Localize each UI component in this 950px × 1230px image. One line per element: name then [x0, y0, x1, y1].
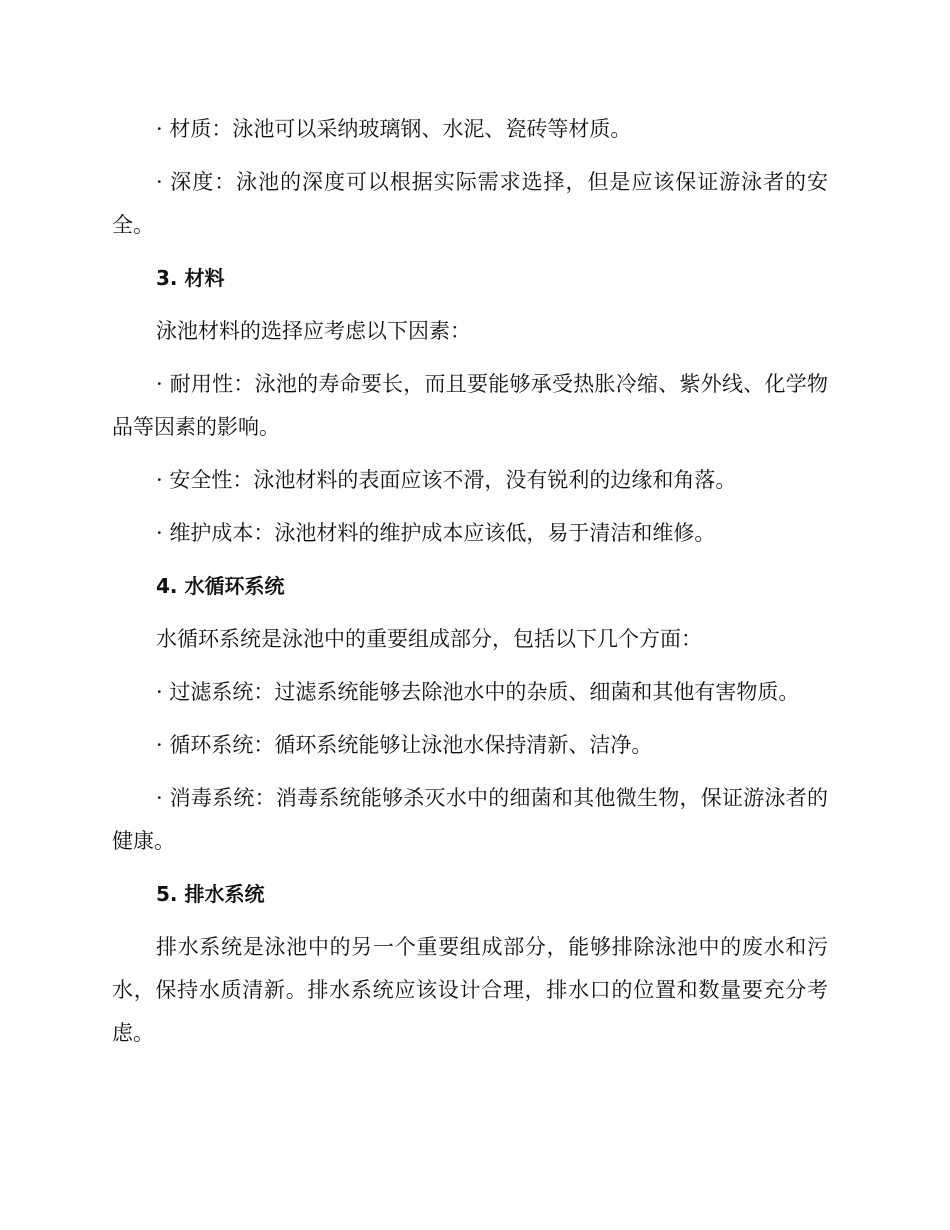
- bullet-material: · 材质：泳池可以采纳玻璃钢、水泥、瓷砖等材质。: [156, 117, 632, 141]
- bullet-durability: · 耐用性：泳池的寿命要长，而且要能够承受热胀冷缩、紫外线、化学物品等因素的影响。: [112, 372, 828, 439]
- water-circulation-intro: 水循环系统是泳池中的重要组成部分，包括以下几个方面：: [156, 627, 702, 651]
- document-body: [112, 108, 828, 1065]
- materials-intro: 泳池材料的选择应考虑以下因素：: [156, 319, 471, 343]
- drainage-paragraph: 排水系统是泳池中的另一个重要组成部分，能够排除泳池中的废水和污水，保持水质清新。排水系统应该设计合理，排水口的位置和数量要充分考虑。: [112, 935, 828, 1045]
- bullet-safety: · 安全性：泳池材料的表面应该不滑，没有锐利的边缘和角落。: [156, 468, 737, 492]
- bullet-depth: · 深度：泳池的深度可以根据实际需求选择，但是应该保证游泳者的安全。: [112, 170, 828, 237]
- section-heading-materials: 3. 材料: [156, 266, 225, 290]
- bullet-circulation: · 循环系统：循环系统能够让泳池水保持清新、洁净。: [156, 733, 653, 757]
- section-heading-drainage: 5. 排水系统: [156, 882, 265, 906]
- bullet-disinfection: · 消毒系统：消毒系统能够杀灭水中的细菌和其他微生物，保证游泳者的健康。: [112, 786, 828, 853]
- bullet-filtration: · 过滤系统：过滤系统能够去除池水中的杂质、细菌和其他有害物质。: [156, 680, 800, 704]
- section-heading-water-circulation: 4. 水循环系统: [156, 574, 285, 598]
- bullet-maintenance-cost: · 维护成本：泳池材料的维护成本应该低，易于清洁和维修。: [156, 521, 716, 545]
